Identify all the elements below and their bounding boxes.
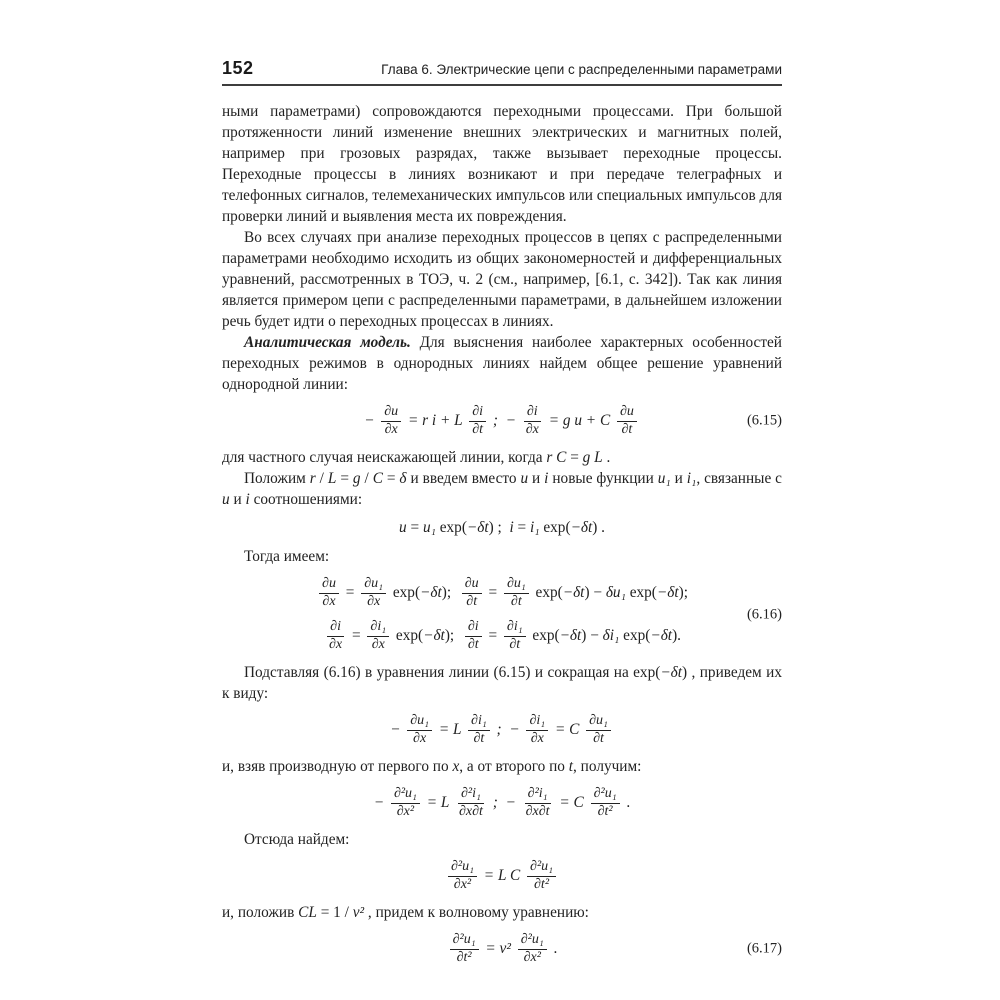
equation-second-derivatives [222,783,782,823]
paragraph-polozhim: Положим r / L = g / C = δ и введем вместо u и i новые функции u₁ и i₁, связанные с u и i соотношениями: [222,470,782,508]
line-derivatives: и, взяв производную от первого по x, а от второго по t, получим: [222,758,642,775]
paragraph-analytical-model: Аналитическая модель. Для выяснения наиболее характерных особенностей переходных режимов в однородных линиях найдем общее решение уравнений однородной линии: [222,334,782,393]
equation-6-17 [222,929,782,969]
equation-reduced-form [222,710,782,750]
equation-6-15-line: − $\frac{\partial u}{\partial x}$ = r i + L $\frac{\partial i}{\partial t}$ ; − $\frac{\partial i}{\partial x}$ = g u + C $\frac{\partial u}{\partial t}$ [222,401,782,441]
equation-6-16-line-1: $\frac{\partial u}{\partial x}$ = $\frac{\text{∂u₁}}{\partial x}$ exp( −δt ); $\frac{\partial u}{\partial t}$ = $\frac{\text{∂u₁}}{\partial t}$ exp( −δt ) − δu₁ exp( −δt ); [222,573,782,613]
equation-number-6-16: (6.16) [746,606,782,622]
equation-lc-form [222,856,782,896]
equation-6-15 [222,401,782,441]
line-polozhiv-cl: и, положив CL = 1 / v² , придем к волновому уравнению: [222,904,589,921]
equation-6-16 [222,573,782,656]
book-page [222,58,782,975]
equation-number-6-17: (6.17) [746,940,782,957]
chapter-title: Глава 6. Электрические цепи с распределенными параметрами [381,62,782,77]
page-header [222,58,782,86]
page-number: 152 [222,58,254,78]
paragraph-all-cases: Во всех случаях при анализе переходных процессов в цепях с распределенными параметрами необходимо исходить из общих закономерностей и дифференциальных уравнений, рассмотренных в ТОЭ, ч. 2 (см., например, [6.1, с. 342]). Так как линия является примером цепи с распределенными параметрами, в дальнейшем изложении речь будет идти о переходных процессах в линиях. [222,229,782,330]
equation-second-derivatives-line: − $\frac{\text{∂²u₁}}{\text{∂x²}}$ = L $\frac{\text{∂²i₁}}{\partial x\partial t}$ ; − $\frac{\text{∂²i₁}}{\partial x\partial t}$ = C $\frac{\text{∂²u₁}}{\text{∂t²}}$ . [373,785,631,819]
page-body [222,101,782,969]
paragraph-continuation: ными параметрами) сопровождаются переходными процессами. При большой протяженности линий изменение внешних электрических и магнитных полей, например при грозовых разрядах, также вызывает переходные процессы. Переходные процессы в линиях возникают и при передаче телеграфных и телефонных сигналов, телемеханических импульсов или специальных импульсов для проверки линий и выявления места их повреждения. [222,103,782,225]
equation-lc-form-line: $\frac{\text{∂²u₁}}{\text{∂x²}}$ = L C $\frac{\text{∂²u₁}}{\text{∂t²}}$ [222,856,782,896]
equation-reduced-form-line: − $\frac{\text{∂u₁}}{\partial x}$ = L $\frac{\text{∂i₁}}{\partial t}$ ; − $\frac{\text{∂i₁}}{\partial x}$ = C $\frac{\text{∂u₁}}{\partial t}$ [222,710,782,750]
equation-substitution [222,516,782,540]
line-special-case: для частного случая неискажающей линии, когда r C = g L . [222,449,611,466]
equation-6-17-line: $\frac{\text{∂²u₁}}{\text{∂t²}}$ = v² $\frac{\text{∂²u₁}}{\text{∂x²}}$ . [222,929,782,969]
equation-substitution-line: u = u₁ exp( −δt ) ; i = i₁ exp( −δt ) . [399,518,605,536]
paragraph-substituting: Подставляя (6.16) в уравнения линии (6.15) и сокращая на exp(−δt) , приведем их к виду: [222,664,782,702]
line-otsyuda-naydem: Отсюда найдем: [244,831,350,848]
line-togda-imeem: Тогда имеем: [244,548,330,565]
equation-6-16-line-2: $\frac{\partial i}{\partial x}$ = $\frac{\text{∂i₁}}{\partial x}$ exp( −δt ); $\frac{\partial i}{\partial t}$ = $\frac{\text{∂i₁}}{\partial t}$ exp( −δt ) − δi₁ exp( −δt ). [329,618,681,652]
equation-number-6-15: (6.15) [746,412,782,429]
